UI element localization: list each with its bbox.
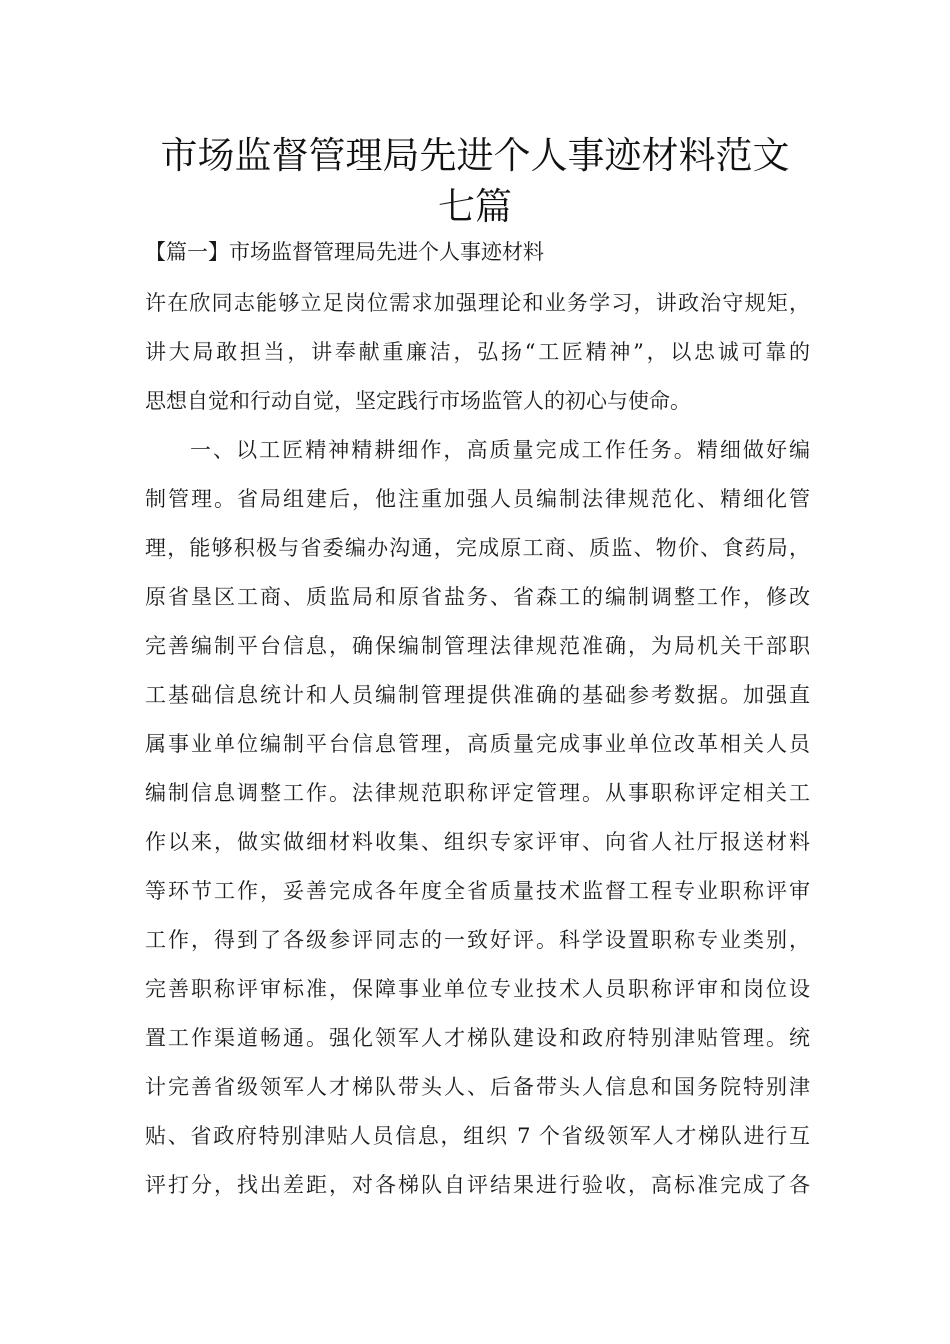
paragraph-1-line: 许在欣同志能够立足岗位需求加强理论和业务学习，讲政治守规矩，: [145, 291, 810, 315]
paragraph-2-line: 一、以工匠精神精耕细作，高质量完成工作任务。精细做好编: [190, 438, 810, 462]
paragraph-2-line: 完善编制平台信息，确保编制管理法律规范准确，为局机关干部职: [145, 634, 810, 658]
paragraph-2-line: 贴、省政府特别津贴人员信息，组织 7 个省级领军人才梯队进行互: [145, 1124, 810, 1148]
paragraph-1-line: 思想自觉和行动自觉，坚定践行市场监管人的初心与使命。: [145, 389, 691, 413]
paragraph-2-line: 工基础信息统计和人员编制管理提供准确的基础参考数据。加强直: [145, 683, 810, 707]
paragraph-1-line: 讲大局敢担当，讲奉献重廉洁，弘扬“工匠精神”，以忠诚可靠的: [145, 340, 810, 364]
paragraph-2-line: 计完善省级领军人才梯队带头人、后备带头人信息和国务院特别津: [145, 1075, 810, 1099]
paragraph-2-line: 置工作渠道畅通。强化领军人才梯队建设和政府特别津贴管理。统: [145, 1026, 810, 1050]
paragraph-2-line: 等环节工作，妥善完成各年度全省质量技术监督工程专业职称评审: [145, 879, 810, 903]
section-heading: 【篇一】市场监督管理局先进个人事迹材料: [145, 240, 544, 264]
paragraph-2-line: 作以来，做实做细材料收集、组织专家评审、向省人社厅报送材料: [145, 830, 810, 854]
paragraph-2-line: 完善职称评审标准，保障事业单位专业技术人员职称评审和岗位设: [145, 977, 810, 1001]
paragraph-2-line: 理，能够积极与省委编办沟通，完成原工商、质监、物价、食药局，: [145, 536, 810, 560]
paragraph-2-line: 制管理。省局组建后，他注重加强人员编制法律规范化、精细化管: [145, 487, 810, 511]
document-title-line-1: 市场监督管理局先进个人事迹材料范文: [160, 134, 790, 177]
paragraph-2-line: 评打分，找出差距，对各梯队自评结果进行验收，高标准完成了各: [145, 1173, 810, 1197]
document-title-line-2: 七篇: [438, 185, 512, 228]
paragraph-2-line: 工作，得到了各级参评同志的一致好评。科学设置职称专业类别，: [145, 928, 810, 952]
paragraph-2-line: 原省垦区工商、质监局和原省盐务、省森工的编制调整工作，修改: [145, 585, 810, 609]
paragraph-2-line: 编制信息调整工作。法律规范职称评定管理。从事职称评定相关工: [145, 781, 810, 805]
paragraph-2-line: 属事业单位编制平台信息管理，高质量完成事业单位改革相关人员: [145, 732, 810, 756]
